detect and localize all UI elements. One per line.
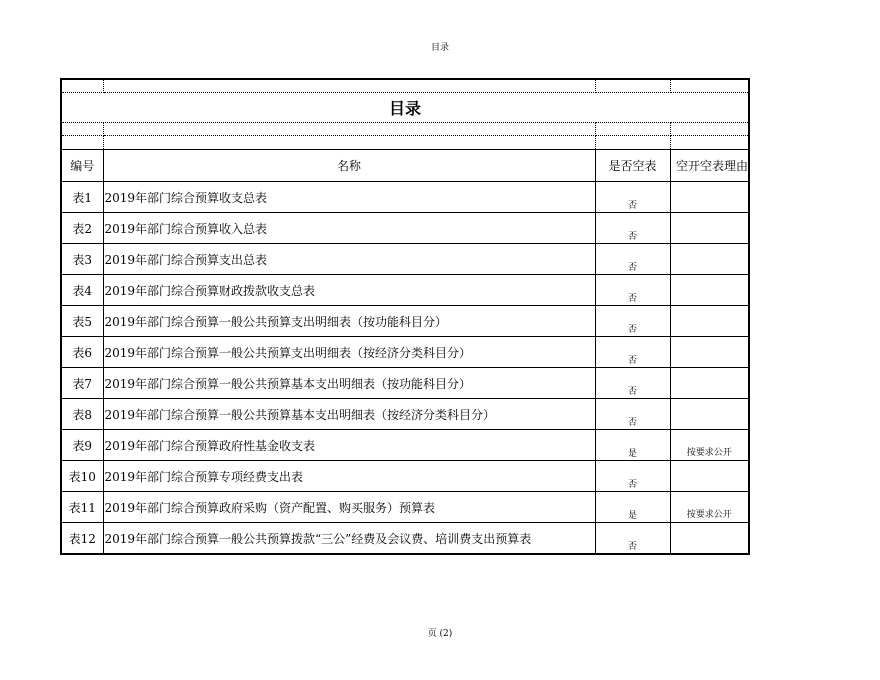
row-number: 表10 (61, 461, 103, 492)
row-empty-flag: 是 (595, 430, 670, 461)
row-reason (670, 275, 749, 306)
row-reason: 按要求公开 (670, 430, 749, 461)
table-row (61, 368, 749, 399)
row-name: 2019年部门综合预算政府性基金收支表 (103, 430, 595, 461)
row-number: 表1 (61, 182, 103, 213)
row-name: 2019年部门综合预算一般公共预算支出明细表（按功能科目分） (103, 306, 595, 337)
row-number: 表5 (61, 306, 103, 337)
table-row (61, 492, 749, 523)
row-reason (670, 244, 749, 275)
row-empty-flag: 否 (595, 399, 670, 430)
row-empty-flag: 否 (595, 182, 670, 213)
table-row (61, 461, 749, 492)
row-reason (670, 523, 749, 555)
blank-row (61, 123, 749, 136)
page-header: 目录 (430, 43, 449, 53)
row-name: 2019年部门综合预算专项经费支出表 (103, 461, 595, 492)
row-number: 表12 (61, 523, 103, 555)
table-row (61, 523, 749, 555)
row-empty-flag: 否 (595, 461, 670, 492)
row-empty-flag: 否 (595, 368, 670, 399)
row-reason (670, 461, 749, 492)
row-name: 2019年部门综合预算一般公共预算支出明细表（按经济分类科目分） (103, 337, 595, 368)
table-row (61, 306, 749, 337)
row-name: 2019年部门综合预算收支总表 (103, 182, 595, 213)
table-row (61, 430, 749, 461)
row-name: 2019年部门综合预算政府采购（资产配置、购买服务）预算表 (103, 492, 595, 523)
row-reason (670, 399, 749, 430)
row-empty-flag: 否 (595, 523, 670, 555)
row-reason (670, 182, 749, 213)
row-empty-flag: 否 (595, 337, 670, 368)
table-title: 目录 (61, 93, 749, 123)
table-row (61, 213, 749, 244)
column-header-name: 名称 (103, 150, 595, 182)
row-empty-flag: 否 (595, 244, 670, 275)
column-header-empty: 是否空表 (595, 150, 670, 182)
page-footer: 页 (2) (427, 629, 453, 639)
table-body (61, 182, 749, 555)
row-reason: 按要求公开 (670, 492, 749, 523)
row-empty-flag: 否 (595, 213, 670, 244)
table-row (61, 182, 749, 213)
table-row (61, 244, 749, 275)
row-number: 表2 (61, 213, 103, 244)
row-number: 表3 (61, 244, 103, 275)
row-number: 表7 (61, 368, 103, 399)
row-name: 2019年部门综合预算一般公共预算基本支出明细表（按功能科目分） (103, 368, 595, 399)
row-number: 表8 (61, 399, 103, 430)
row-name: 2019年部门综合预算收入总表 (103, 213, 595, 244)
row-reason (670, 337, 749, 368)
table-row (61, 337, 749, 368)
toc-table (60, 78, 750, 555)
column-header-number: 编号 (61, 150, 103, 182)
row-name: 2019年部门综合预算财政拨款收支总表 (103, 275, 595, 306)
row-name: 2019年部门综合预算一般公共预算基本支出明细表（按经济分类科目分） (103, 399, 595, 430)
row-empty-flag: 是 (595, 492, 670, 523)
header-row (61, 150, 749, 182)
row-number: 表9 (61, 430, 103, 461)
row-name: 2019年部门综合预算一般公共预算拨款“三公”经费及会议费、培训费支出预算表 (103, 523, 595, 555)
row-number: 表4 (61, 275, 103, 306)
row-name: 2019年部门综合预算支出总表 (103, 244, 595, 275)
row-empty-flag: 否 (595, 306, 670, 337)
row-reason (670, 368, 749, 399)
column-header-reason: 空开空表理由 (670, 150, 749, 182)
row-empty-flag: 否 (595, 275, 670, 306)
row-reason (670, 306, 749, 337)
title-row (61, 93, 749, 123)
row-reason (670, 213, 749, 244)
row-number: 表6 (61, 337, 103, 368)
blank-row (61, 136, 749, 150)
table-row (61, 399, 749, 430)
row-number: 表11 (61, 492, 103, 523)
table-row (61, 275, 749, 306)
spacer-row (61, 79, 749, 93)
